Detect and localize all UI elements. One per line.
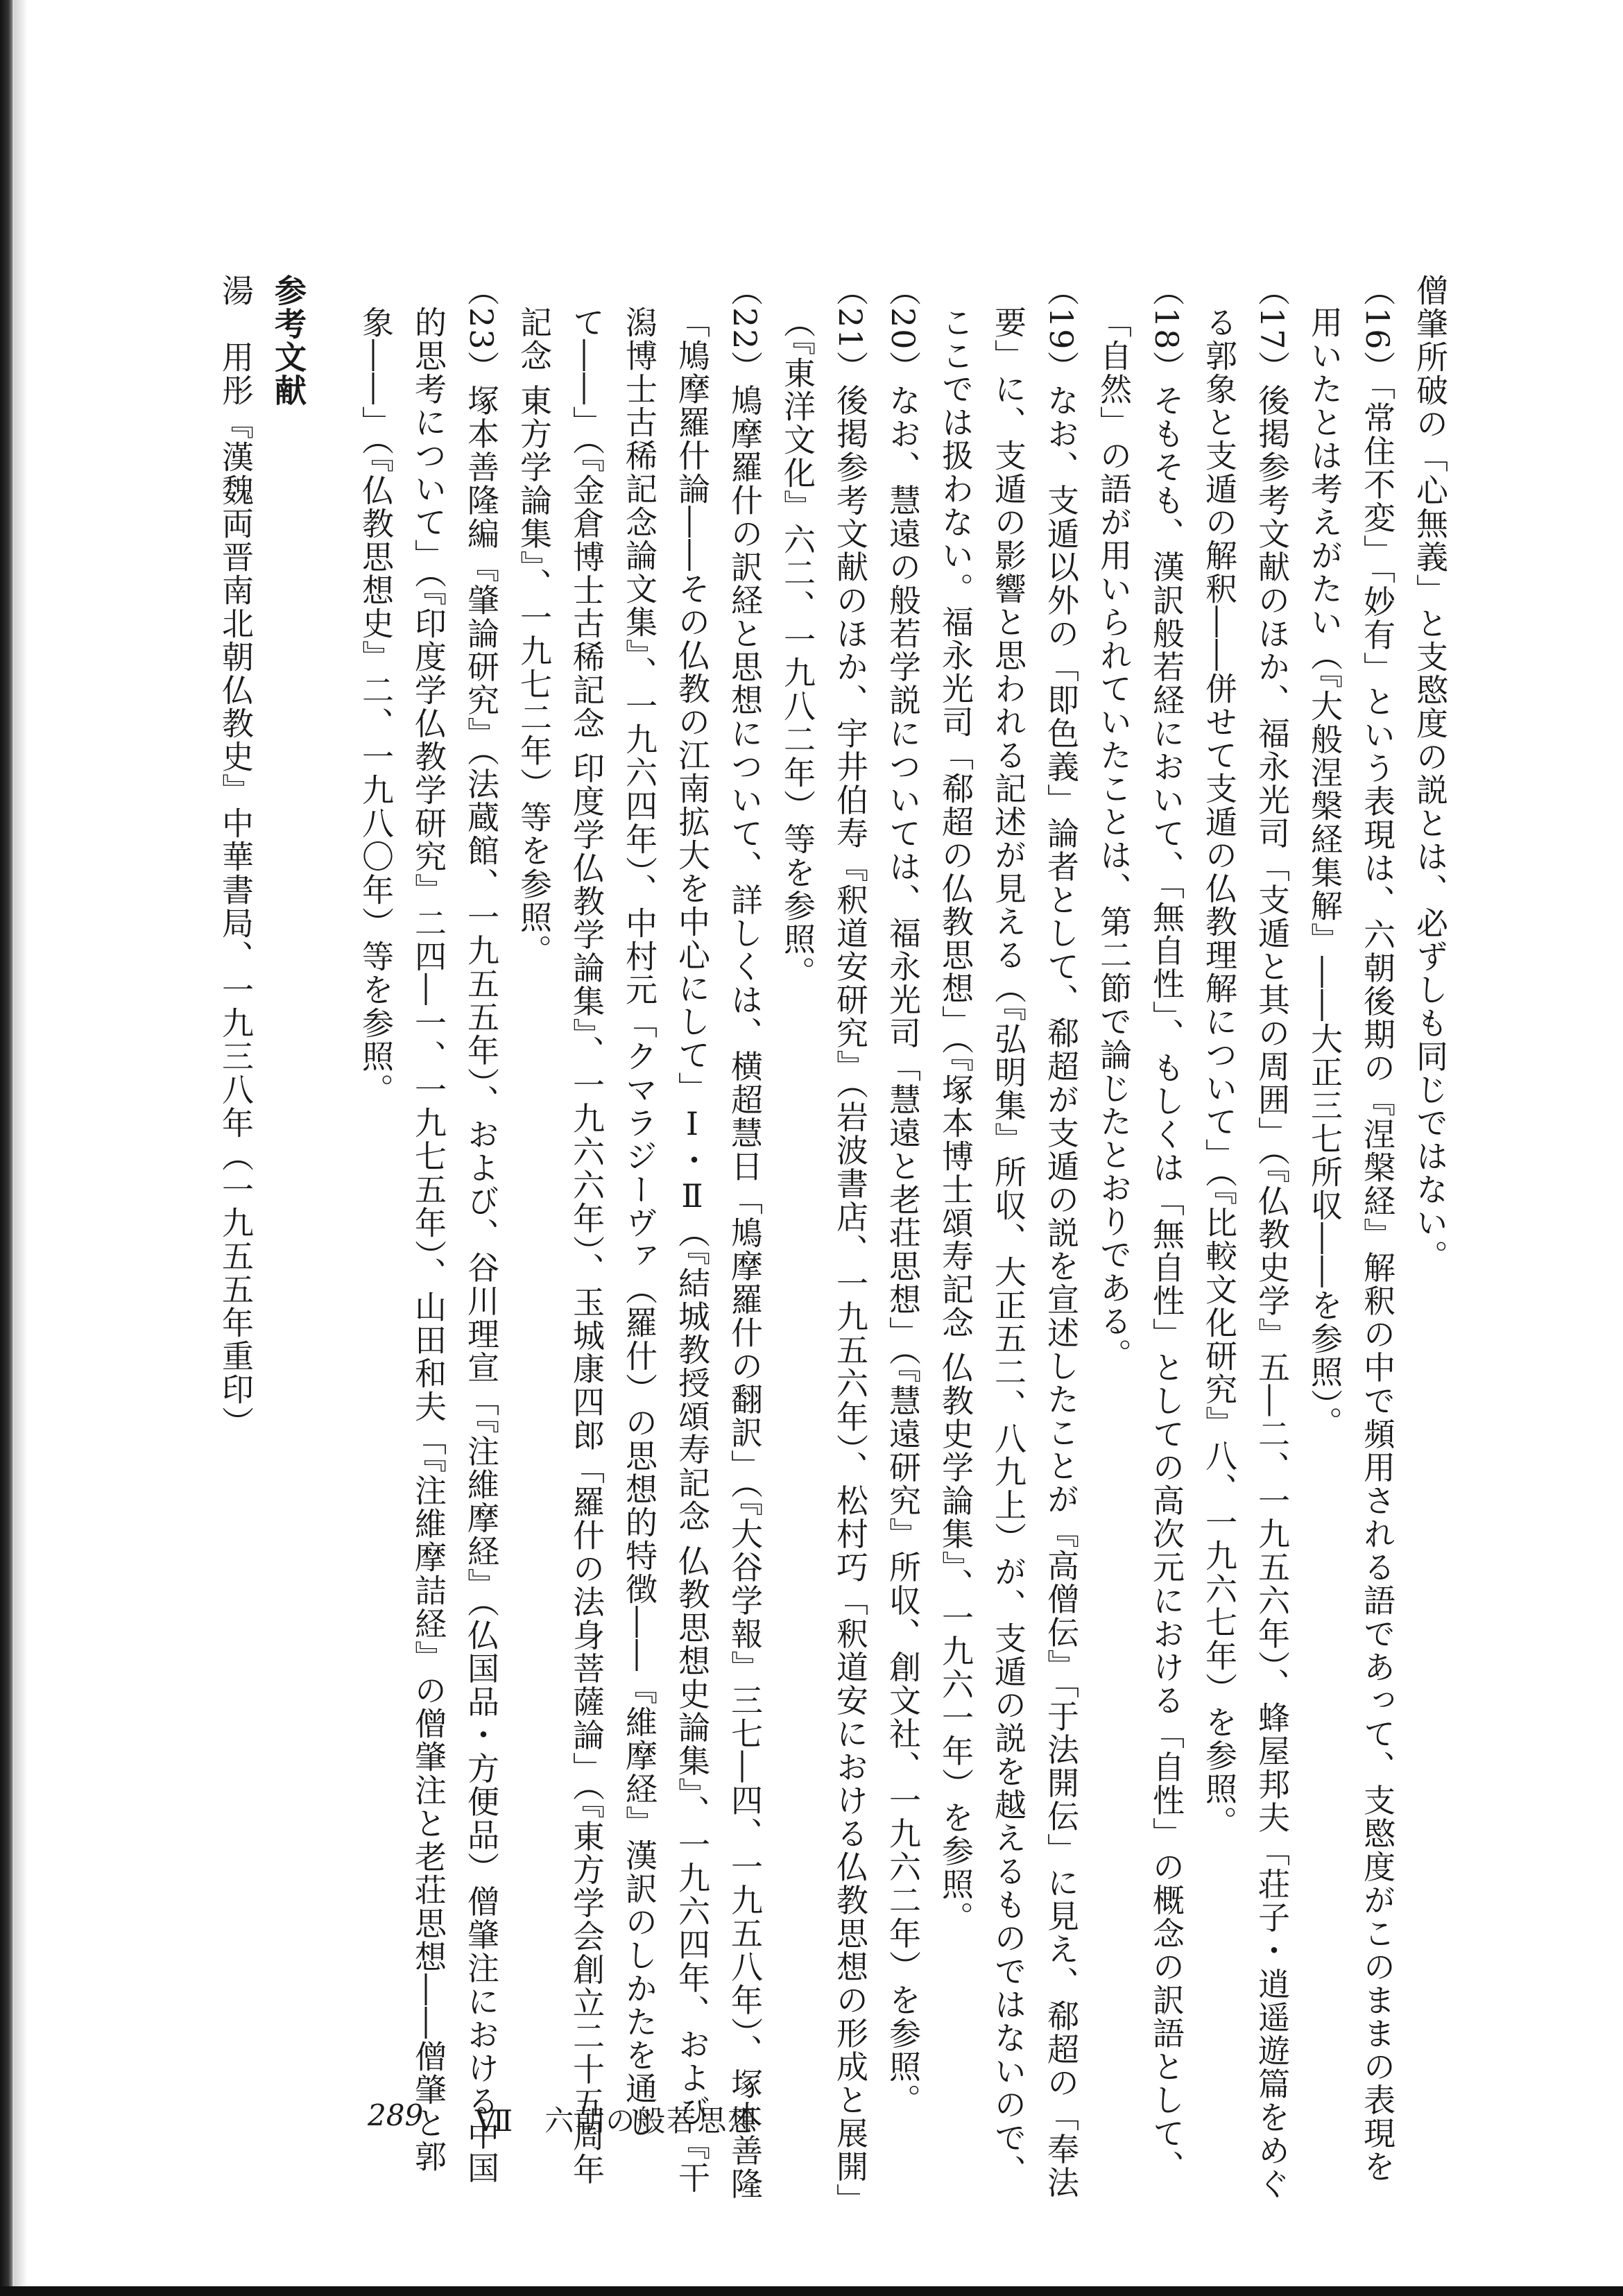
references-heading: 参考文献 — [270, 274, 307, 407]
page-footer — [0, 2098, 1623, 2147]
body-line: 僧肇所破の「心無義」と支愍度の説とは、必ずしも同じではない。 — [1411, 274, 1449, 1273]
book-spine-shadow — [0, 0, 14, 2296]
note-21-line: （21）後掲参考文献のほか、宇井伯寿『釈道安研究』（岩波書店、一九五六年）、松村巧「釈道安における仏教思想の形成と展開」 — [832, 274, 869, 2217]
page-bottom-edge — [0, 2286, 1623, 2296]
note-22-line: （22）鳩摩羅什の訳経と思想について、詳しくは、横超慧日「鳩摩羅什の翻訳」（『大谷学報』三七―四、一九五八年）、塚本善隆 — [726, 274, 764, 2201]
note-16-line: （16）「常住不変」「妙有」という表現は、六朝後期の『涅槃経』解釈の中で頻用される語であって、支愍度がこのままの表現を — [1359, 274, 1396, 2184]
note-18-line: （18）そもそも、漢訳般若経において、「無自性」、もしくは「無自性」としての高次元における「自性」の概念の訳語として、 — [1148, 274, 1185, 2184]
note-23-cont-line: 的思考について」（『印度学仏教学研究』二四―一、一九七五年）、山田和夫「『注維摩詰経』の僧肇注と老荘思想――僧肇と郭 — [410, 306, 447, 2173]
note-20-line: （20）なお、慧遠の般若学説については、福永光司「慧遠と老荘思想」（『慧遠研究』所収、創文社、一九六二年）を参照。 — [884, 274, 922, 2117]
section-gap — [315, 274, 350, 2036]
note-22-cont-line: 潟博士古稀記念論文集』、一九六四年）、中村元「クマラジーヴァ（羅什）の思想的特徴――『維摩経』漢訳のしかたを通じ — [621, 306, 658, 2139]
note-22-cont-line: 記念 東方学論集』、一九七二年）等を参照。 — [515, 306, 553, 968]
note-23-line: （23）塚本善隆編『肇論研究』（法蔵館、一九五五年）、および、谷川理宣「『注維摩経』（仏国品・方便品）僧肇注における中国 — [463, 274, 500, 2185]
note-22-cont-line: て――」（『金倉博士古稀記念 印度学仏教学論集』、一九六六年）、玉城康四郎「羅什の法身菩薩論」（『東方学会創立二十五周年 — [568, 306, 606, 2186]
page-number: 289 — [368, 2098, 424, 2132]
note-19-line: （19）なお、支遁以外の「即色義」論者として、郗超が支遁の説を宣述したことが『高僧伝』「于法開伝」に見え、郗超の「奉法 — [1042, 274, 1080, 2200]
note-23-cont-line: 象――」（『仏教思想史』二、一九八〇年）等を参照。 — [357, 306, 395, 1106]
note-18-cont-line: 「自然」の語が用いられていたことは、第二節で論じたとおりである。 — [1095, 306, 1133, 1371]
note-17-line: （17）後掲参考文献のほか、福永光司「支遁と其の周囲」（『仏教史学』五―二、一九五六年）、蜂屋邦夫「荘子・逍遥遊篇をめぐ — [1253, 274, 1291, 2201]
note-19-cont-line: ここでは扱わない。福永光司「郗超の仏教思想」（『塚本博士頌寿記念 仏教史学論集』、一九六一年）を参照。 — [937, 306, 974, 1935]
note-22-cont-line: 「鳩摩羅什論――その仏教の江南拡大を中心にして」Ⅰ・Ⅱ（『結城教授頌寿記念 仏教思想史論集』、一九六四年、および『干 — [673, 306, 711, 2195]
chapter-title: Ⅶ 六朝の般若思想 — [475, 2104, 759, 2138]
note-19-cont-line: 要」に、支遁の影響と思われる記述が見える（『弘明集』所収、大正五二、八九上）が、支遁の説を越えるものではないので、 — [990, 306, 1027, 2188]
note-16-cont-line: 用いたとは考えがたい（『大般涅槃経集解』――大正三七所収――を参照）。 — [1306, 306, 1343, 1439]
note-17-cont-line: る郭象と支遁の解釈――併せて支遁の仏教理解について」（『比較文化研究』八、一九六七年）を参照。 — [1201, 306, 1238, 1839]
reference-entry: 湯 用彤『漢魏両晋南北朝仏教史』中華書局、一九三八年（一九五五年重印） — [217, 274, 255, 1439]
gutter-shadow — [14, 0, 28, 2296]
note-21-cont-line: （『東洋文化』六二、一九八二年）等を参照。 — [779, 306, 816, 989]
